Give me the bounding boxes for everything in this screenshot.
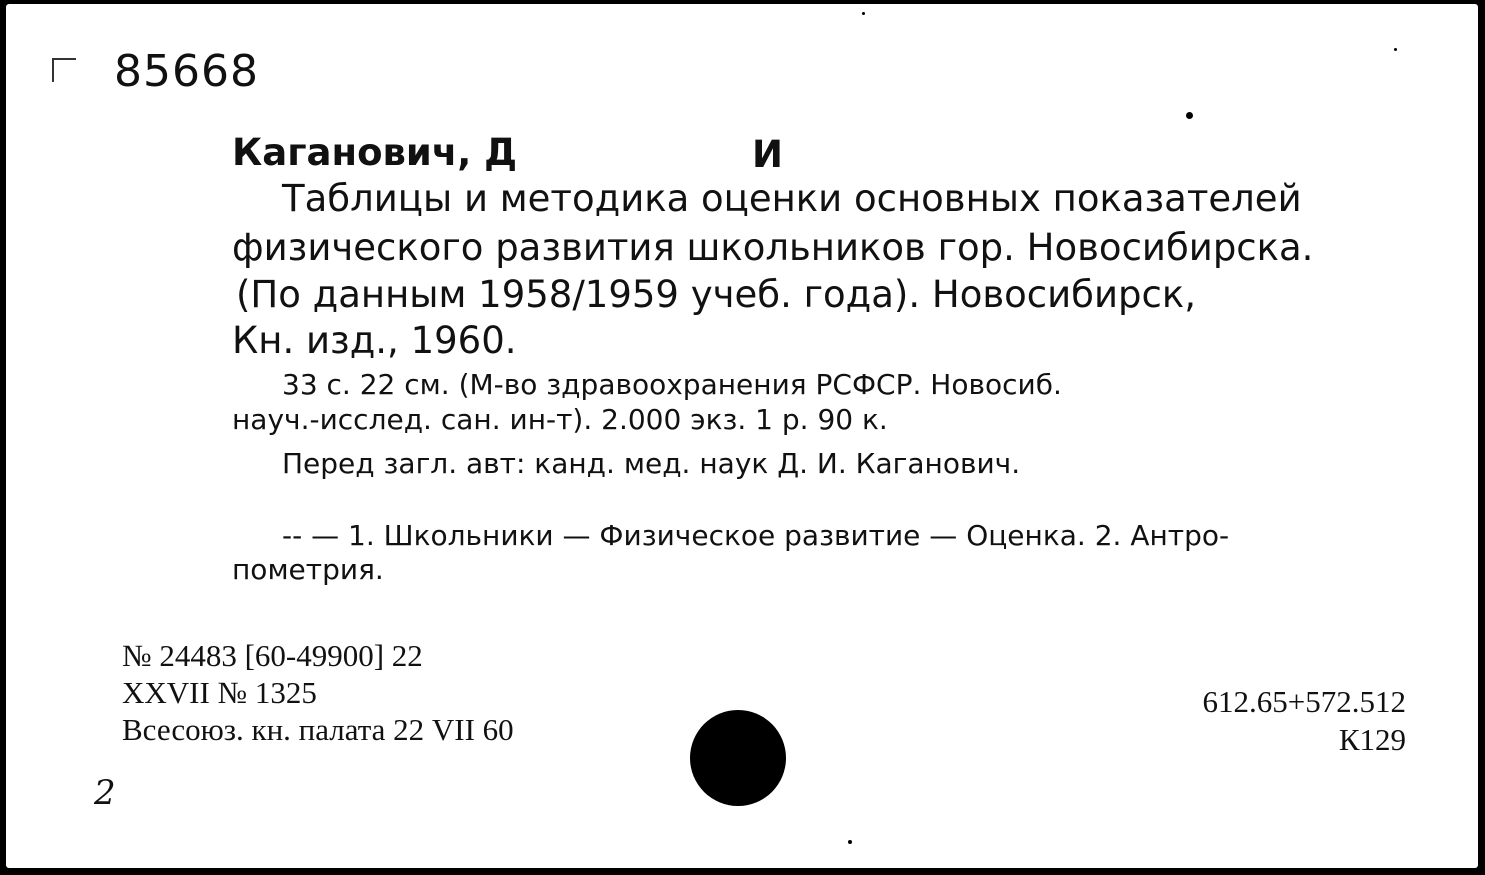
accession-number: 85668 [114, 46, 259, 97]
ink-speck [848, 840, 852, 844]
corner-mark [52, 58, 76, 82]
author-surname: Каганович, Д [232, 131, 518, 174]
classification-code: 612.65+572.512 [1202, 684, 1406, 719]
registry-line: XXVII № 1325 [122, 675, 317, 710]
ink-speck [1186, 112, 1193, 119]
title-line: Кн. изд., 1960. [232, 319, 517, 362]
handwritten-mark: 2 [94, 773, 116, 813]
title-line: физического развития школьников гор. Новосибирска. [232, 226, 1314, 269]
collation-line: 33 с. 22 см. (М-во здравоохранения РСФСР. Новосиб. [282, 368, 1062, 401]
author-initial: И [752, 133, 783, 176]
ink-speck [1394, 48, 1397, 51]
registry-line: № 24483 [60-49900] 22 [122, 638, 423, 673]
registry-line: Всесоюз. кн. палата 22 VII 60 [122, 712, 514, 747]
title-line: Таблицы и методика оценки основных показателей [282, 177, 1302, 220]
subject-line: -- — 1. Школьники — Физическое развитие — Оценка. 2. Антро- [282, 519, 1230, 552]
author-note: Перед загл. авт: канд. мед. наук Д. И. Каганович. [282, 447, 1021, 480]
punch-hole [690, 710, 786, 806]
call-number: К129 [1338, 722, 1406, 757]
title-line: (По данным 1958/1959 учеб. года). Новосибирск, [236, 273, 1196, 316]
subject-line: пометрия. [232, 553, 384, 586]
catalog-card [6, 4, 1478, 868]
collation-line: науч.-исслед. сан. ин-т). 2.000 экз. 1 р. 90 к. [232, 403, 888, 436]
ink-speck [862, 12, 865, 15]
